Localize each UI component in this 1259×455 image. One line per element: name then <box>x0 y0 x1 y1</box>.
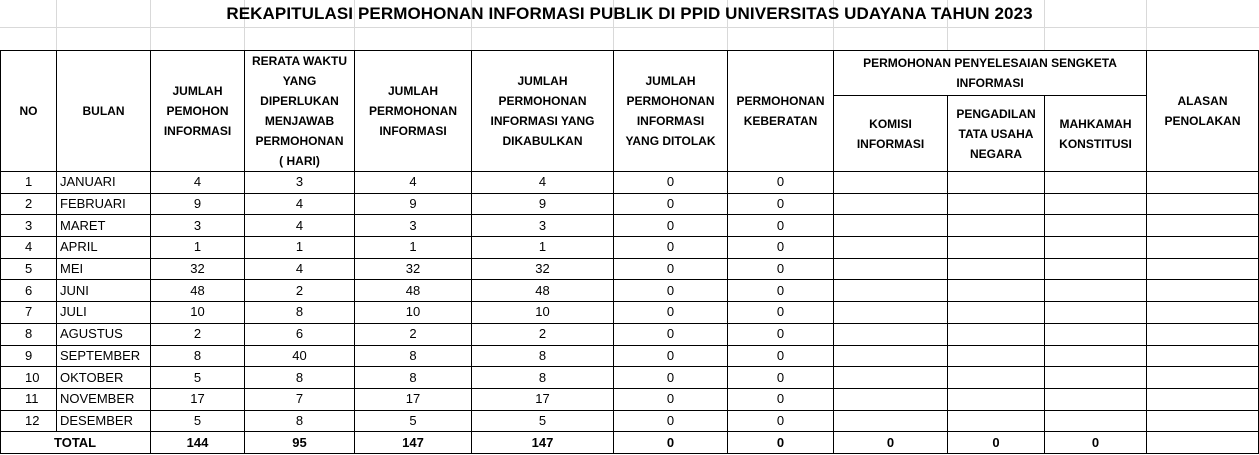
cell-ditolak: 0 <box>614 345 728 367</box>
recap-table <box>0 50 1259 454</box>
cell-rerata: 4 <box>245 215 355 237</box>
cell-ditolak: 0 <box>614 215 728 237</box>
cell-alasan <box>1147 258 1259 280</box>
cell-rerata: 6 <box>245 323 355 345</box>
cell-permohonan: 5 <box>355 410 472 432</box>
table-row <box>1 388 1259 410</box>
table-row <box>1 323 1259 345</box>
table-row <box>1 258 1259 280</box>
cell-permohonan: 8 <box>355 367 472 389</box>
cell-ditolak: 0 <box>614 172 728 194</box>
cell-mk <box>1045 367 1147 389</box>
cell-mk <box>1045 193 1147 215</box>
cell-komisi <box>834 215 948 237</box>
cell-no: 3 <box>1 215 57 237</box>
cell-mk <box>1045 323 1147 345</box>
cell-keberatan: 0 <box>728 388 834 410</box>
cell-dikabulkan: 9 <box>472 193 614 215</box>
cell-pemohon: 2 <box>151 323 245 345</box>
cell-alasan <box>1147 388 1259 410</box>
cell-rerata: 8 <box>245 302 355 324</box>
cell-bulan: AGUSTUS <box>57 323 151 345</box>
cell-komisi <box>834 193 948 215</box>
table-row <box>1 172 1259 194</box>
cell-alasan <box>1147 323 1259 345</box>
total-ditolak: 0 <box>614 432 728 454</box>
cell-no: 7 <box>1 302 57 324</box>
cell-alasan <box>1147 172 1259 194</box>
cell-ptun <box>948 193 1045 215</box>
header-alasan-penolakan: ALASAN PENOLAKAN <box>1147 51 1259 172</box>
cell-permohonan: 48 <box>355 280 472 302</box>
total-row <box>1 432 1259 454</box>
cell-no: 9 <box>1 345 57 367</box>
header-bulan: BULAN <box>57 51 151 172</box>
cell-ditolak: 0 <box>614 410 728 432</box>
cell-komisi <box>834 280 948 302</box>
cell-ditolak: 0 <box>614 367 728 389</box>
cell-keberatan: 0 <box>728 345 834 367</box>
cell-pemohon: 5 <box>151 367 245 389</box>
table-row <box>1 237 1259 259</box>
cell-alasan <box>1147 280 1259 302</box>
cell-ptun <box>948 367 1045 389</box>
header-jumlah-pemohon: JUMLAH PEMOHON INFORMASI <box>151 51 245 172</box>
total-dikabulkan: 147 <box>472 432 614 454</box>
header-ptun: PENGADILAN TATA USAHA NEGARA <box>948 96 1045 172</box>
header-rerata-waktu: RERATA WAKTU YANG DIPERLUKAN MENJAWAB PERMOHONAN ( HARI) <box>245 51 355 172</box>
page-title: REKAPITULASI PERMOHONAN INFORMASI PUBLIK DI PPID UNIVERSITAS UDAYANA TAHUN 2023 <box>226 4 1033 23</box>
cell-keberatan: 0 <box>728 367 834 389</box>
cell-bulan: JUNI <box>57 280 151 302</box>
cell-dikabulkan: 17 <box>472 388 614 410</box>
total-label: TOTAL <box>1 432 151 454</box>
cell-dikabulkan: 48 <box>472 280 614 302</box>
cell-keberatan: 0 <box>728 323 834 345</box>
cell-pemohon: 17 <box>151 388 245 410</box>
cell-alasan <box>1147 410 1259 432</box>
cell-no: 12 <box>1 410 57 432</box>
cell-komisi <box>834 258 948 280</box>
cell-mk <box>1045 345 1147 367</box>
cell-ptun <box>948 388 1045 410</box>
cell-alasan <box>1147 237 1259 259</box>
cell-alasan <box>1147 345 1259 367</box>
cell-ditolak: 0 <box>614 193 728 215</box>
header-sengketa-group: PERMOHONAN PENYELESAIAN SENGKETA INFORMASI <box>834 51 1147 96</box>
cell-komisi <box>834 237 948 259</box>
total-permohonan: 147 <box>355 432 472 454</box>
cell-pemohon: 3 <box>151 215 245 237</box>
cell-rerata: 1 <box>245 237 355 259</box>
table-row <box>1 215 1259 237</box>
cell-pemohon: 1 <box>151 237 245 259</box>
cell-no: 8 <box>1 323 57 345</box>
cell-permohonan: 9 <box>355 193 472 215</box>
cell-pemohon: 9 <box>151 193 245 215</box>
cell-ditolak: 0 <box>614 258 728 280</box>
cell-ptun <box>948 172 1045 194</box>
cell-bulan: OKTOBER <box>57 367 151 389</box>
cell-ditolak: 0 <box>614 388 728 410</box>
cell-mk <box>1045 410 1147 432</box>
cell-komisi <box>834 388 948 410</box>
cell-ditolak: 0 <box>614 237 728 259</box>
cell-keberatan: 0 <box>728 237 834 259</box>
cell-rerata: 40 <box>245 345 355 367</box>
total-keberatan: 0 <box>728 432 834 454</box>
cell-dikabulkan: 8 <box>472 367 614 389</box>
cell-mk <box>1045 280 1147 302</box>
cell-no: 11 <box>1 388 57 410</box>
cell-ptun <box>948 345 1045 367</box>
cell-komisi <box>834 323 948 345</box>
cell-bulan: MARET <box>57 215 151 237</box>
cell-bulan: NOVEMBER <box>57 388 151 410</box>
cell-no: 5 <box>1 258 57 280</box>
sheet-gridline <box>0 27 1259 28</box>
cell-dikabulkan: 1 <box>472 237 614 259</box>
cell-ptun <box>948 410 1045 432</box>
cell-permohonan: 4 <box>355 172 472 194</box>
cell-permohonan: 10 <box>355 302 472 324</box>
table-row <box>1 302 1259 324</box>
cell-keberatan: 0 <box>728 215 834 237</box>
cell-permohonan: 2 <box>355 323 472 345</box>
cell-ptun <box>948 215 1045 237</box>
header-komisi-informasi: KOMISI INFORMASI <box>834 96 948 172</box>
cell-mk <box>1045 172 1147 194</box>
cell-dikabulkan: 4 <box>472 172 614 194</box>
cell-permohonan: 1 <box>355 237 472 259</box>
cell-pemohon: 32 <box>151 258 245 280</box>
cell-no: 6 <box>1 280 57 302</box>
cell-ptun <box>948 323 1045 345</box>
cell-ditolak: 0 <box>614 323 728 345</box>
cell-dikabulkan: 5 <box>472 410 614 432</box>
cell-mk <box>1045 388 1147 410</box>
cell-bulan: APRIL <box>57 237 151 259</box>
cell-ptun <box>948 302 1045 324</box>
cell-dikabulkan: 3 <box>472 215 614 237</box>
cell-keberatan: 0 <box>728 172 834 194</box>
total-rerata: 95 <box>245 432 355 454</box>
cell-keberatan: 0 <box>728 258 834 280</box>
cell-komisi <box>834 367 948 389</box>
total-komisi: 0 <box>834 432 948 454</box>
header-mahkamah-konstitusi: MAHKAMAH KONSTITUSI <box>1045 96 1147 172</box>
total-pemohon: 144 <box>151 432 245 454</box>
cell-ditolak: 0 <box>614 302 728 324</box>
total-alasan <box>1147 432 1259 454</box>
cell-rerata: 3 <box>245 172 355 194</box>
table-row <box>1 280 1259 302</box>
cell-permohonan: 3 <box>355 215 472 237</box>
cell-pemohon: 5 <box>151 410 245 432</box>
cell-alasan <box>1147 193 1259 215</box>
cell-permohonan: 32 <box>355 258 472 280</box>
cell-dikabulkan: 10 <box>472 302 614 324</box>
cell-dikabulkan: 2 <box>472 323 614 345</box>
cell-pemohon: 8 <box>151 345 245 367</box>
header-no: NO <box>1 51 57 172</box>
cell-bulan: FEBRUARI <box>57 193 151 215</box>
cell-ditolak: 0 <box>614 280 728 302</box>
cell-keberatan: 0 <box>728 302 834 324</box>
table-row <box>1 367 1259 389</box>
cell-mk <box>1045 237 1147 259</box>
cell-no: 2 <box>1 193 57 215</box>
cell-no: 4 <box>1 237 57 259</box>
cell-dikabulkan: 8 <box>472 345 614 367</box>
total-mk: 0 <box>1045 432 1147 454</box>
cell-komisi <box>834 302 948 324</box>
cell-keberatan: 0 <box>728 410 834 432</box>
header-dikabulkan: JUMLAH PERMOHONAN INFORMASI YANG DIKABULKAN <box>472 51 614 172</box>
header-ditolak: JUMLAH PERMOHONAN INFORMASI YANG DITOLAK <box>614 51 728 172</box>
cell-ptun <box>948 237 1045 259</box>
cell-alasan <box>1147 367 1259 389</box>
cell-pemohon: 10 <box>151 302 245 324</box>
cell-mk <box>1045 302 1147 324</box>
cell-alasan <box>1147 302 1259 324</box>
cell-mk <box>1045 258 1147 280</box>
cell-mk <box>1045 215 1147 237</box>
table-row <box>1 193 1259 215</box>
cell-no: 1 <box>1 172 57 194</box>
cell-pemohon: 4 <box>151 172 245 194</box>
cell-rerata: 8 <box>245 410 355 432</box>
cell-alasan <box>1147 215 1259 237</box>
cell-komisi <box>834 172 948 194</box>
header-keberatan: PERMOHONAN KEBERATAN <box>728 51 834 172</box>
cell-rerata: 2 <box>245 280 355 302</box>
cell-ptun <box>948 258 1045 280</box>
cell-no: 10 <box>1 367 57 389</box>
cell-keberatan: 0 <box>728 280 834 302</box>
cell-rerata: 7 <box>245 388 355 410</box>
cell-pemohon: 48 <box>151 280 245 302</box>
header-jumlah-permohonan: JUMLAH PERMOHONAN INFORMASI <box>355 51 472 172</box>
table-row <box>1 410 1259 432</box>
cell-rerata: 4 <box>245 193 355 215</box>
cell-bulan: JANUARI <box>57 172 151 194</box>
cell-bulan: DESEMBER <box>57 410 151 432</box>
cell-rerata: 8 <box>245 367 355 389</box>
cell-dikabulkan: 32 <box>472 258 614 280</box>
cell-keberatan: 0 <box>728 193 834 215</box>
table-row <box>1 345 1259 367</box>
cell-permohonan: 17 <box>355 388 472 410</box>
cell-rerata: 4 <box>245 258 355 280</box>
total-ptun: 0 <box>948 432 1045 454</box>
cell-bulan: JULI <box>57 302 151 324</box>
cell-ptun <box>948 280 1045 302</box>
cell-permohonan: 8 <box>355 345 472 367</box>
cell-komisi <box>834 410 948 432</box>
cell-bulan: SEPTEMBER <box>57 345 151 367</box>
cell-komisi <box>834 345 948 367</box>
cell-bulan: MEI <box>57 258 151 280</box>
